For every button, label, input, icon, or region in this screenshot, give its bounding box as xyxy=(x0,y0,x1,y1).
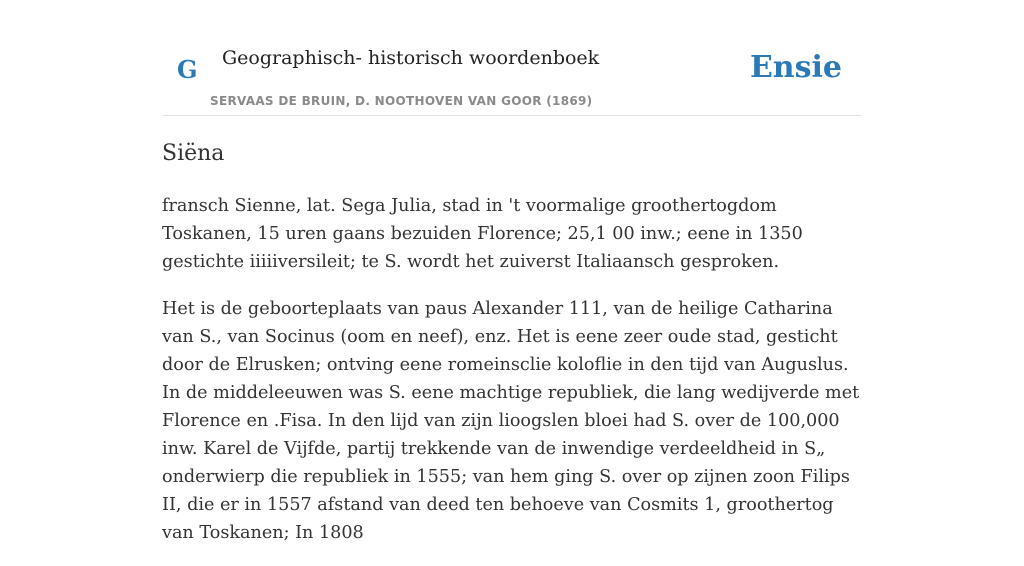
entry-paragraph-2: Het is de geboorteplaats van paus Alexander 111, van de heilige Catharina van S., van Socinus (oom en neef), enz. Het is eene zeer oude stad, gesticht door de Elrusken; ontving eene romeinsclie koloflie in den tijd van Auguslus. In de middeleeuwen was S. eene machtige republiek, die lang wedijverde met Florence en .Fisa. In den lijd van zijn lioogslen bloei had S. over de 100,000 inw. Karel de Vijfde, partij trekkende van de inwendige verdeeldheid in S„ onderwierp die republiek in 1555; van hem ging S. over op zijnen zoon Filips II, die er in 1557 afstand van deed ten behoeve van Cosmits 1, groothertog van Toskanen; In 1808 xyxy=(162,299,860,543)
entry-paragraph-1: fransch Sienne, lat. Sega Julia, stad in 't voormalige groothertogdom Toskanen, 15 uren gaans bezuiden Florence; 25,1 00 inw.; eene in 1350 gestichte iiiiiversileit; te S. wordt het zuiverst Italiaansch gesproken. xyxy=(162,196,803,272)
ensie-logo-link[interactable]: Ensie xyxy=(749,50,842,85)
book-authors: SERVAAS DE BRUIN, D. NOOTHOVEN VAN GOOR (1869) xyxy=(210,94,593,108)
book-letter-logo[interactable]: G xyxy=(177,55,198,84)
book-title-link[interactable]: Geographisch- historisch woordenboek xyxy=(222,47,600,69)
entry-title: Siëna xyxy=(162,141,225,166)
book-header xyxy=(162,34,862,116)
entry-body xyxy=(162,192,862,566)
